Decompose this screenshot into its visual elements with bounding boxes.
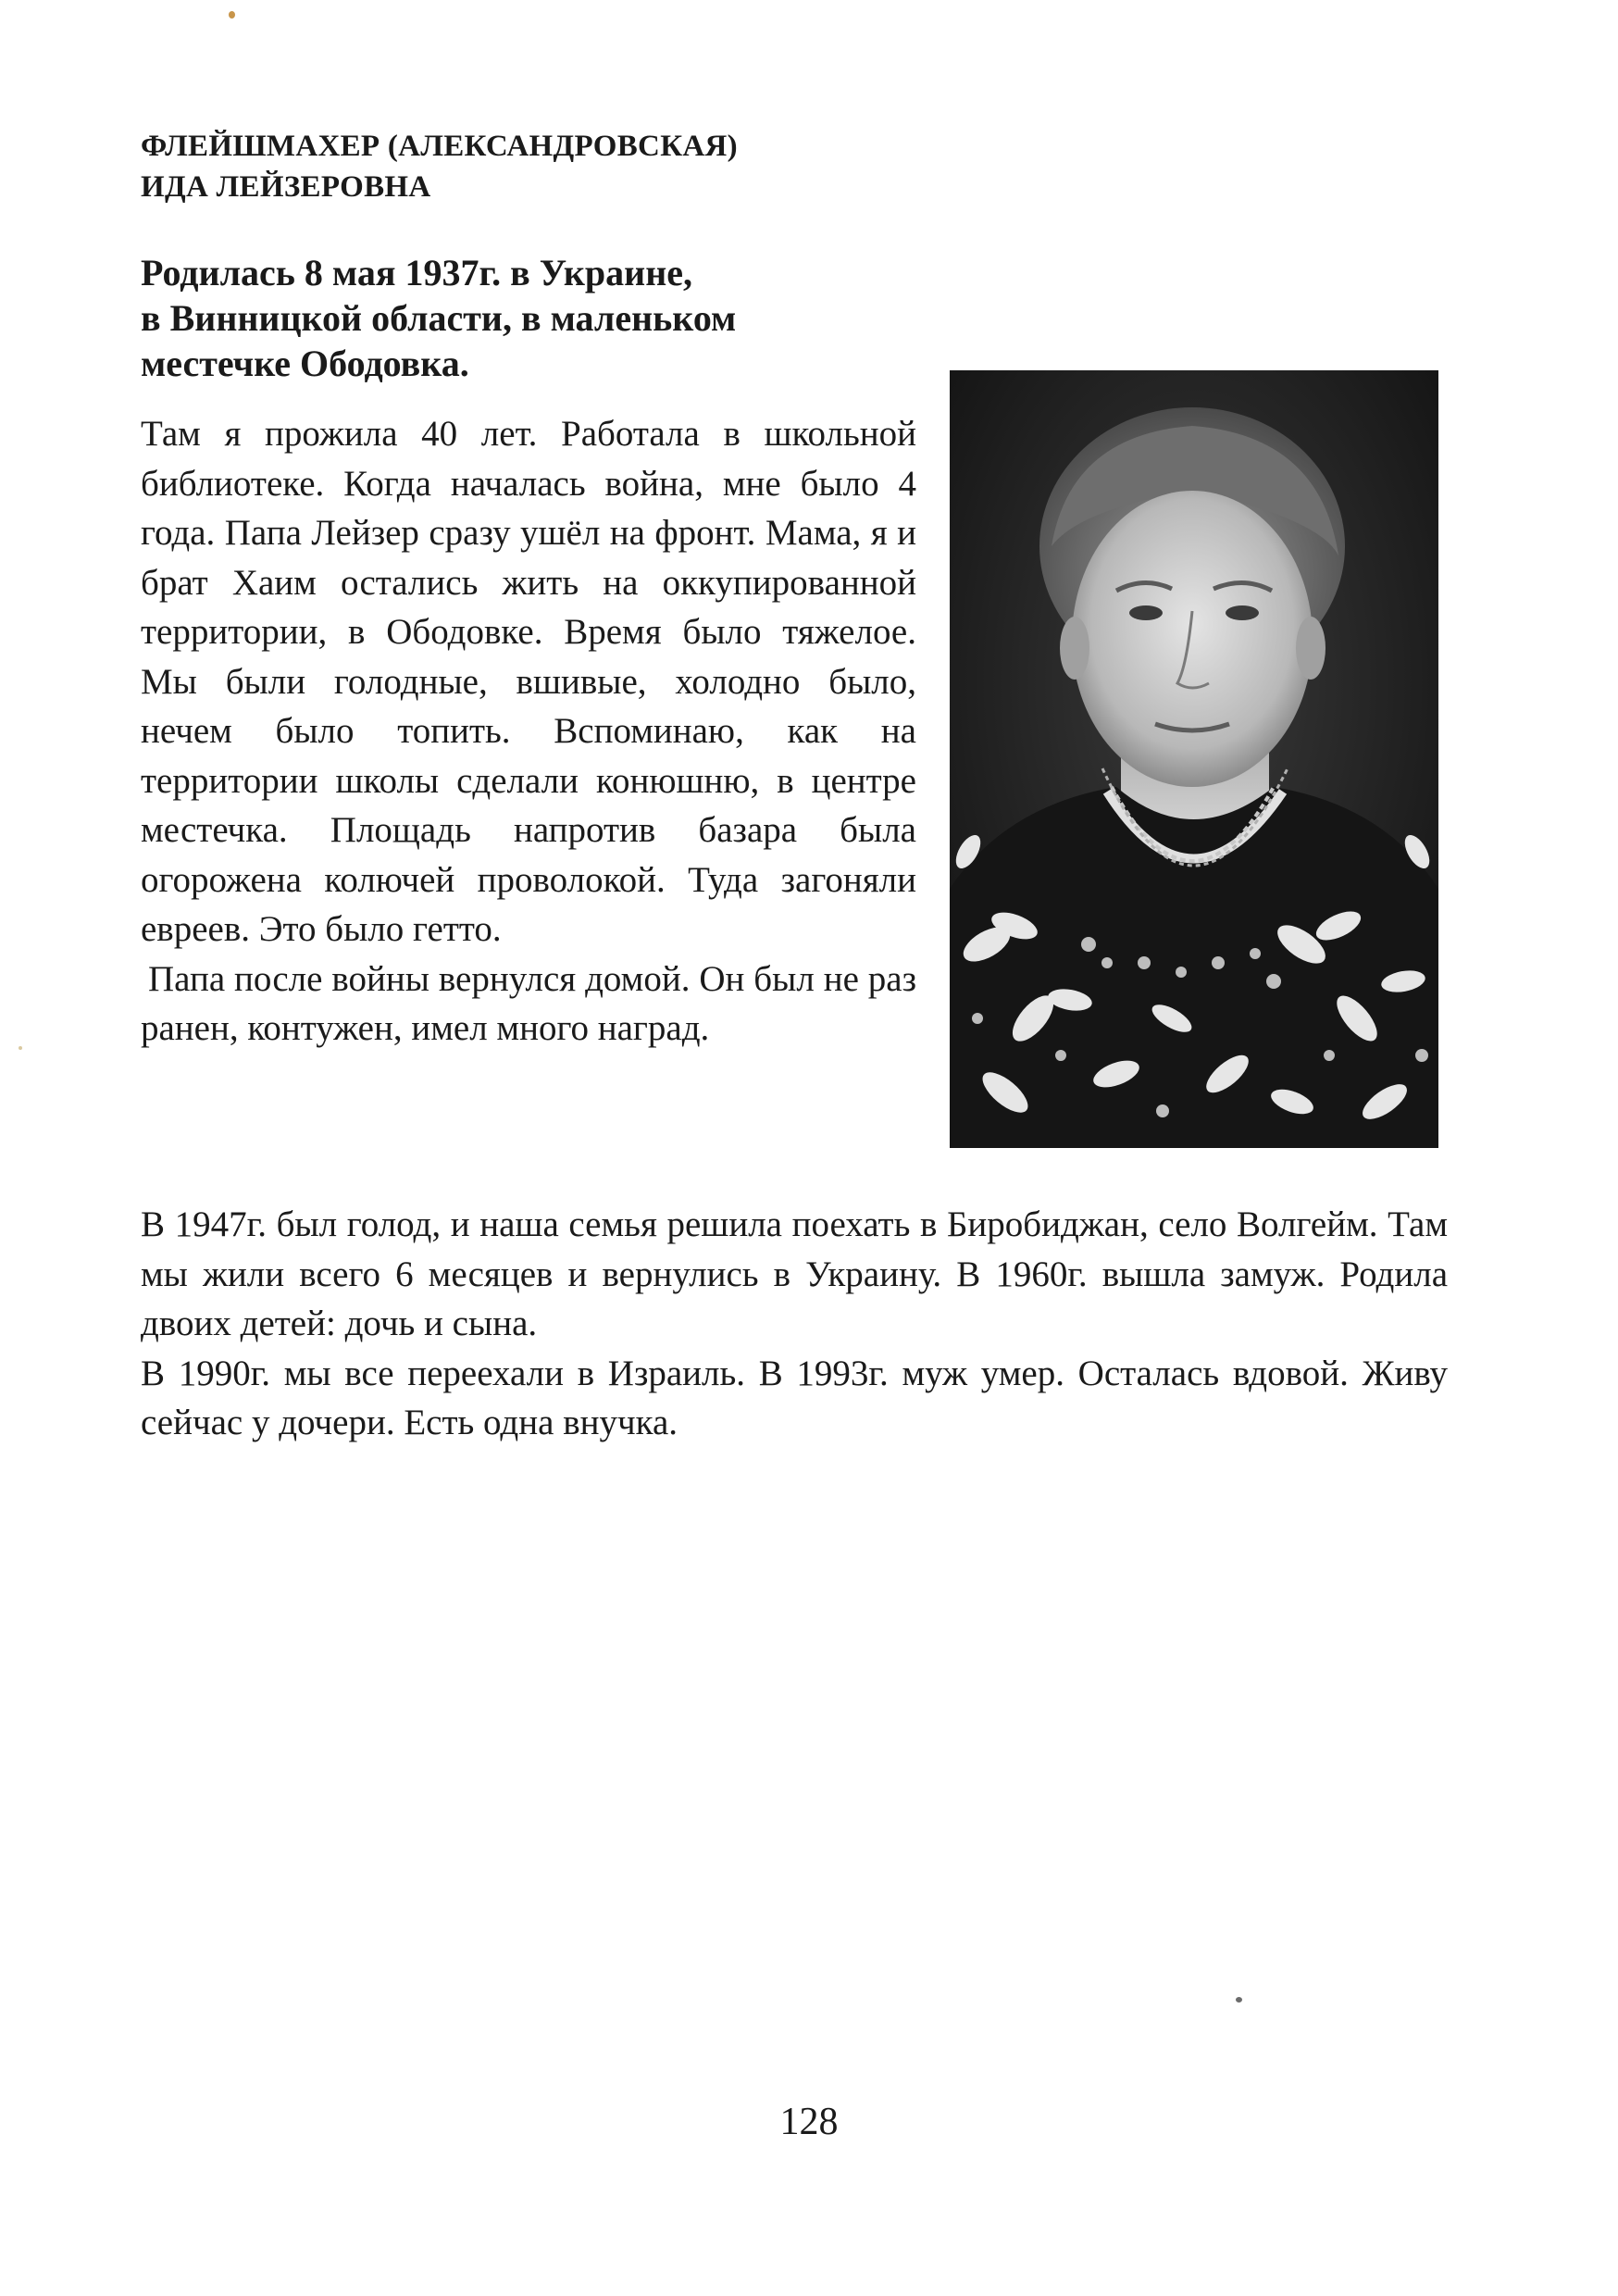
scan-speck bbox=[19, 1046, 22, 1050]
portrait-photo bbox=[950, 370, 1438, 1148]
narrative-column bbox=[141, 409, 916, 1054]
scan-speck bbox=[229, 11, 235, 19]
scan-speck bbox=[1236, 1997, 1242, 2003]
intro-line: Родилась 8 мая 1937г. в Украине, bbox=[141, 252, 692, 293]
person-name-header bbox=[141, 126, 738, 207]
narrative-paragraph: Папа после войны вернулся домой. Он был не раз ранен, контужен, имел много наград. bbox=[141, 958, 916, 1048]
narrative-paragraph: Там я прожила 40 лет. Работала в школьной библиотеке. Когда началась война, мне было 4 года. Папа Лейзер сразу ушёл на фронт. Мама, я и брат Хаим остались жить на оккупированной территории, в Ободовке. Время было тяжелое. Мы были голодные, вшивые, холодно было, нечем было топить. Вспоминаю, как на территории школы сделали конюшню, в центре местечка. Площадь напротив базара была огорожена колючей проволокой. Туда загоняли евреев. Это было гетто. bbox=[141, 414, 916, 949]
narrative-full-width bbox=[141, 1200, 1448, 1448]
intro-line: местечке Ободовка. bbox=[141, 343, 469, 384]
given-name-line: ИДА ЛЕЙЗЕРОВНА bbox=[141, 170, 431, 204]
narrative-paragraph: В 1947г. был голод, и наша семья решила поехать в Биробиджан, село Волгейм. Там мы жили всего 6 месяцев и вернулись в Украину. В 1960г. вышла замуж. Родила двоих детей: дочь и сына. bbox=[141, 1204, 1448, 1343]
narrative-paragraph: В 1990г. мы все переехали в Израиль. В 1993г. муж умер. Осталась вдовой. Живу сейчас у дочери. Есть одна внучка. bbox=[141, 1353, 1448, 1442]
page-number: 128 bbox=[779, 2101, 839, 2143]
birth-intro bbox=[141, 250, 881, 386]
intro-line: в Винницкой области, в маленьком bbox=[141, 297, 737, 339]
surname-line: ФЛЕЙШМАХЕР (АЛЕКСАНДРОВСКАЯ) bbox=[141, 130, 738, 163]
